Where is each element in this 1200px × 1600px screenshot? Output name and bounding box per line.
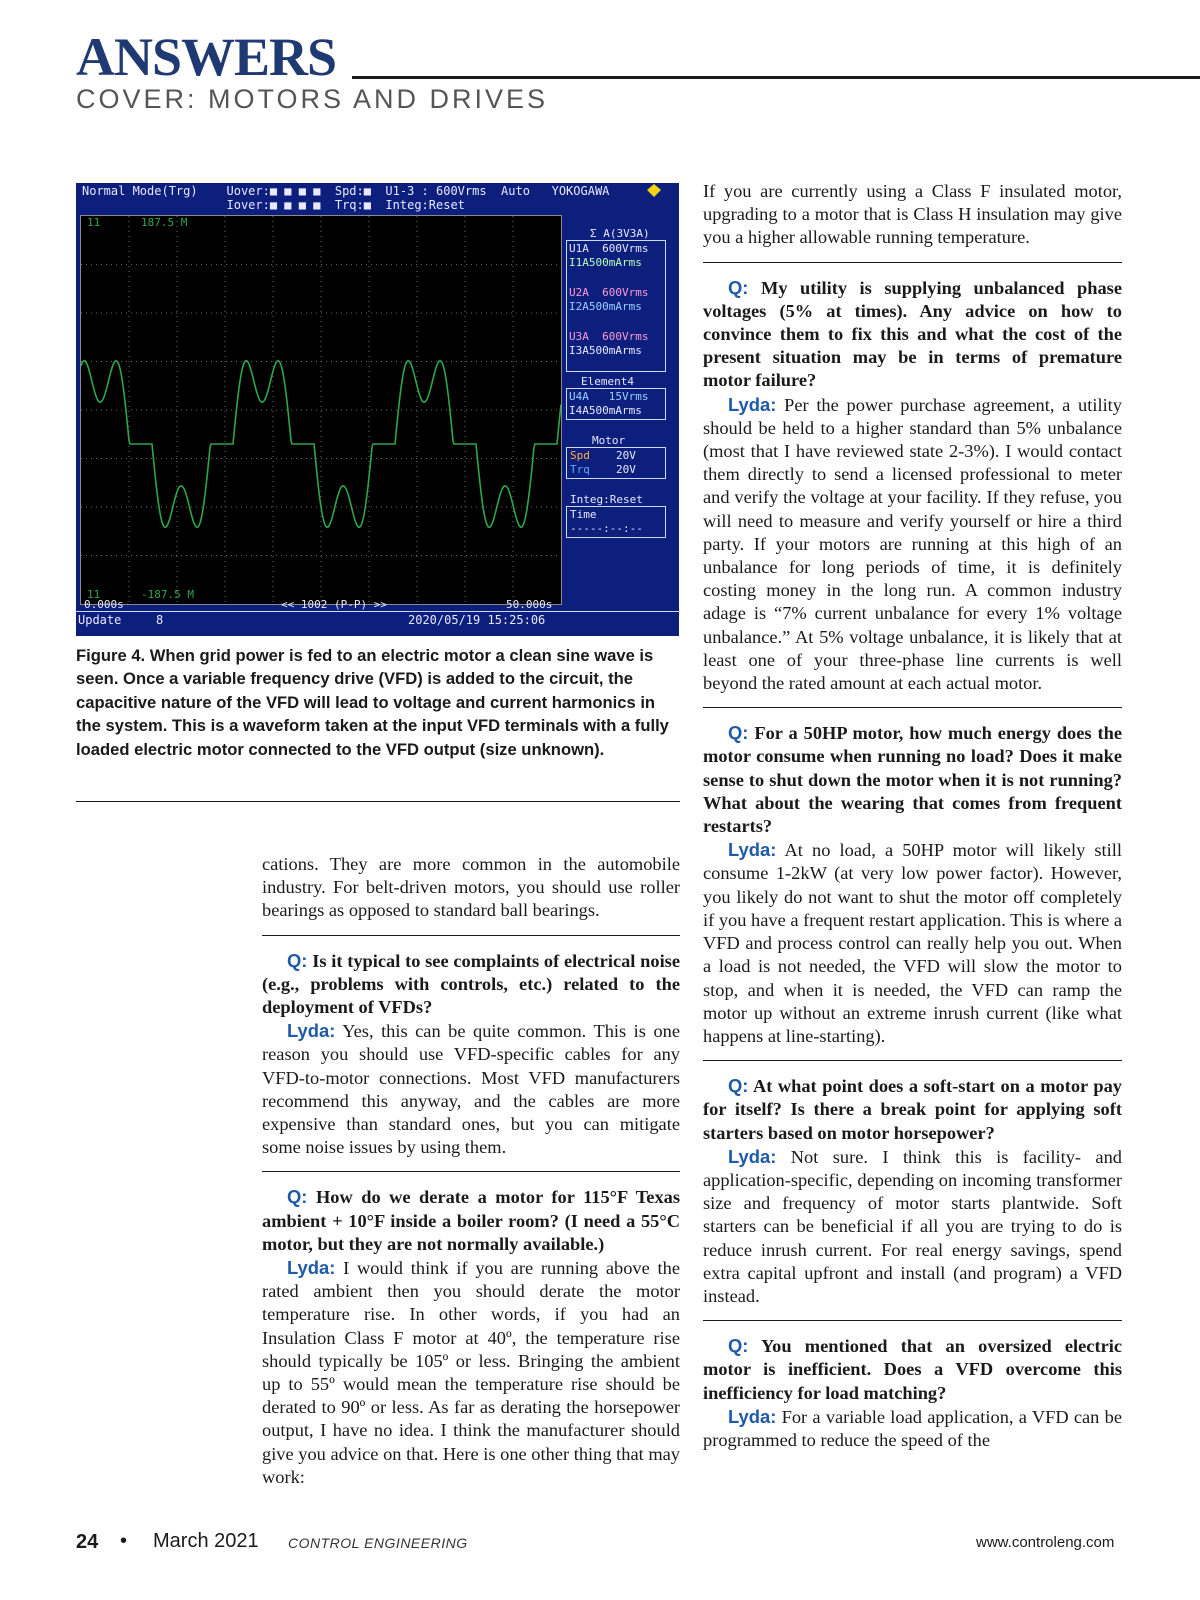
answer-label: Lyda: [728, 1145, 777, 1167]
question-text: You mentioned that an oversized electric motor is inefficient. Does a VFD overcome this inefficiency for load matching? [703, 1336, 1123, 1403]
waveform-plot [81, 216, 561, 604]
answer [703, 838, 1122, 1048]
page-number: 24 [76, 1531, 99, 1553]
panel-spd-value: 20V [616, 449, 636, 462]
scope-status-line-1: Normal Mode(Trg) Uover:■ ■ ■ ■ Spd:■ U1-3 : 600Vrms Auto YOKOGAWA [82, 184, 610, 198]
answer [262, 1256, 680, 1489]
panel-motor-label: Motor [592, 434, 626, 447]
scope-status-line-2: Iover:■ ■ ■ ■ Trq:■ Integ:Reset [82, 198, 465, 212]
answer-text: For a variable load application, a VFD can be programmed to reduce the speed of the [703, 1406, 1122, 1450]
question-text: My utility is supplying unbalanced phase voltages (5% at times). Any advice on how to convince them to fix this and what the cost of the present situation may be in terms of premature motor failure? [703, 277, 1122, 391]
qa-divider [703, 1320, 1122, 1321]
question [703, 1074, 1122, 1145]
q-label: Q: [728, 1075, 749, 1097]
qa-divider [262, 935, 680, 936]
answer [703, 393, 1122, 696]
question-text: Is it typical to see complaints of electrical noise (e.g., problems with controls, etc.) related to the deployment of VFDs? [262, 950, 681, 1018]
header-rule [352, 76, 1200, 79]
question-text: At what point does a soft-start on a motor pay for itself? Is there a break point for applying soft starters based on motor horsepower? [703, 1076, 1122, 1143]
panel-spd-label: Spd [570, 449, 590, 462]
answer-label: Lyda: [728, 839, 777, 861]
current-waveform [81, 361, 561, 528]
question [262, 949, 680, 1020]
q-label: Q: [287, 1186, 308, 1208]
intro-paragraph: If you are currently using a Class F insulated motor, upgrading to a motor that is Class H insulation may give you a higher allowable running temperature. [703, 181, 1122, 248]
question [703, 1334, 1122, 1405]
panel-trq-label: Trq [570, 463, 590, 476]
question [703, 721, 1122, 838]
answer-text: Not sure. I think this is facility- and application-specific, depending on incoming transformer size and frequency of motor starts plantwide. Soft starters can be beneficial if all you are trying to do is reduce inrush current. For real energy savings, spend extra capital upfront and install (and program) a VFD instead. [703, 1146, 1122, 1306]
q-label: Q: [728, 722, 749, 744]
grid-top-scale: 187.5 M [141, 216, 188, 229]
grid-bottom-left-label: 11 [87, 588, 101, 601]
panel-time-value: -----:--:-- [570, 522, 643, 535]
q-label: Q: [728, 1335, 749, 1357]
qa-divider [262, 1171, 680, 1172]
panel-time-label: Time [570, 508, 597, 521]
answer-label: Lyda: [287, 1257, 336, 1279]
panel-u2: U2A 600Vrms [569, 286, 649, 299]
continuation-paragraph: cations. They are more common in the automobile industry. For belt-driven motors, you should use roller bearings as opposed to standard ball bearings. [262, 854, 680, 921]
answer [703, 1145, 1122, 1308]
panel-u4: U4A 15Vrms [569, 390, 649, 403]
scope-timestamp: 2020/05/19 15:25:06 [408, 613, 546, 627]
panel-i4: I4A500mArms [569, 404, 642, 417]
qa-divider [703, 262, 1122, 263]
right-column [703, 180, 1122, 1452]
caption-rule [76, 801, 680, 802]
answer-label: Lyda: [728, 393, 777, 415]
footer-bullet: • [120, 1530, 128, 1552]
answer-text: I would think if you are running above the rated ambient then you should derate the motor temperature rise. In other words, if you had an Insulation Class F motor at 40º, the temperature rise should typically be 105º or less. Bringing the ambient up to 55º would mean the temperature rise should be derated to 90º or less. As far as derating the horsepower output, I have no idea. I think the manufacturer should give you advice on that. Here is one other thing that may work: [262, 1258, 680, 1487]
question-text: For a 50HP motor, how much energy does the motor consume when running no load? Does it make sense to shut down the motor when it is not running? What about the wearing that comes from frequent restarts? [703, 723, 1122, 837]
section-title: ANSWERS [76, 27, 337, 87]
panel-i2: I2A500mArms [569, 300, 642, 313]
answer-text: Per the power purchase agreement, a utility should be held to a higher standard than 5% unbalance (most that I have reviewed state 2-3%). I would contact them directly to send a licensed professional to meter and verify the voltage at your facility. If they refuse, you will need to measure and verify yourself or hire a third party. If your motors are running at this high of an unbalance for long periods of time, it is definitely costing money in the long run. A common industry adage is “7% current unbalance for every 1% voltage unbalance.” At 5% voltage unbalance, it is likely that at least one of your three-phase line currents is well beyond the rated amount at each actual motor. [703, 394, 1122, 694]
section-subtitle: COVER: MOTORS AND DRIVES [76, 84, 549, 114]
panel-trq-value: 20V [616, 463, 636, 476]
panel-sigma-label: Σ A(3V3A) [590, 227, 650, 240]
scope-figure [76, 183, 679, 636]
qa-divider [703, 1060, 1122, 1061]
yokogawa-diamond-icon [646, 184, 662, 198]
panel-u1: U1A 600Vrms [569, 242, 649, 255]
grid-top-left-label: 11 [87, 216, 101, 229]
scope-status-divider [76, 611, 679, 612]
panel-u3: U3A 600Vrms [569, 330, 649, 343]
answer [262, 1019, 680, 1159]
scope-waveform-area [80, 215, 562, 605]
issue-date: March 2021 [153, 1530, 259, 1552]
panel-element-label: Element4 [581, 375, 634, 388]
time-end-label: 50.000s [506, 598, 553, 611]
left-column [262, 853, 680, 1489]
q-label: Q: [287, 949, 308, 971]
answer-text: At no load, a 50HP motor will likely still consume 1-2kW (at very low power factor). However, you likely do not want to shut the motor off completely if you have a frequent restart application. This is where a VFD and process control can really help you out. When a load is not needed, the VFD will slow the motor to stop, and when it is needed, the VFD can ramp the motor up without an extreme inrush current (like what happens at line-starting). [703, 840, 1122, 1046]
update-label: Update [78, 613, 122, 627]
magazine-name: CONTROL ENGINEERING [288, 1535, 468, 1551]
time-div-label: << 1002 (P-P) >> [281, 598, 387, 611]
panel-i3: I3A500mArms [569, 344, 642, 357]
update-count: 8 [156, 613, 164, 627]
answer-label: Lyda: [287, 1020, 336, 1042]
panel-i1: I1A500mArms [569, 256, 642, 269]
question-text: How do we derate a motor for 115°F Texas ambient + 10°F inside a boiler room? (I need a 55°C motor, but they are not normally available.) [262, 1187, 680, 1254]
answer [703, 1405, 1122, 1452]
time-start-label: 0.000s [84, 598, 124, 611]
website-url: www.controleng.com [976, 1534, 1115, 1551]
grid-bottom-scale: -187.5 M [141, 588, 194, 601]
panel-integ-label: Integ:Reset [570, 493, 643, 506]
question [262, 1185, 680, 1256]
question [703, 276, 1122, 393]
answer-text: Yes, this can be quite common. This is one reason you should use VFD-specific cables for any VFD-to-motor connections. Most VFD manufacturers recommend this anyway, and the cables are more expensive than standard ones, but you can mitigate some noise issues by using them. [262, 1021, 680, 1158]
answer-label: Lyda: [728, 1405, 777, 1427]
q-label: Q: [728, 276, 749, 298]
figure-caption: Figure 4. When grid power is fed to an electric motor a clean sine wave is seen. Once a variable frequency drive (VFD) is added to the circuit, the capacitive nature of the VFD will lead to voltage and current harmonics in the system. This is a waveform taken at the input VFD terminals with a fully loaded electric motor connected to the VFD output (size unknown). [76, 646, 669, 759]
qa-divider [703, 707, 1122, 708]
